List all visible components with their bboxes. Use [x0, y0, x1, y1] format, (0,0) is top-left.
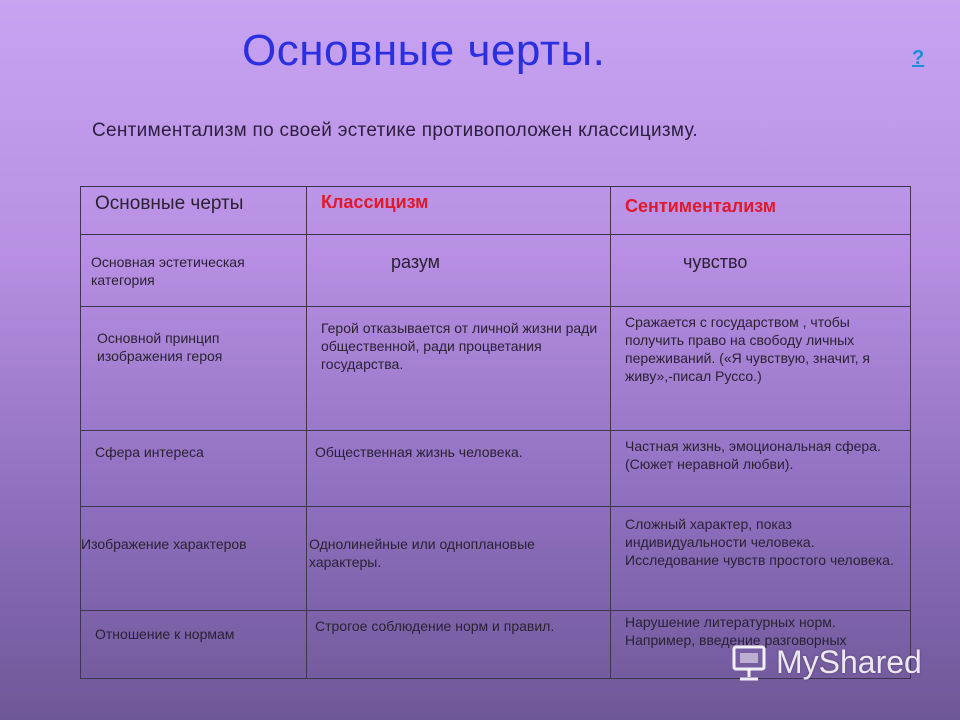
feature-label: Изображение характеров — [81, 536, 247, 552]
feature-label: Отношение к нормам — [95, 626, 235, 642]
sentimentalism-value: Сложный характер, показ индивидуальности человека. Исследование чувств простого человека. — [625, 516, 894, 568]
header-label: Основные черты — [95, 193, 244, 214]
help-link[interactable]: ? — [912, 47, 925, 69]
table-row — [81, 431, 911, 507]
header-label: Классицизм — [321, 192, 429, 212]
table-header-row — [81, 187, 911, 235]
classicism-value: Однолинейные или одноплановые характеры. — [309, 536, 535, 570]
header-label: Сентиментализм — [625, 196, 777, 216]
feature-cell — [81, 431, 307, 507]
sentimentalism-value: чувство — [683, 252, 748, 272]
classicism-value: Герой отказывается от личной жизни ради общественной, ради процветания государства. — [321, 320, 598, 372]
classicism-value: разум — [391, 252, 441, 272]
slide-subtitle: Сентиментализм по своей эстетике противоположен классицизму. — [92, 120, 698, 141]
sentimentalism-cell — [611, 431, 911, 507]
classicism-cell — [307, 611, 611, 679]
classicism-value: Общественная жизнь человека. — [315, 444, 523, 460]
sentimentalism-value: Нарушение литературных норм. Например, введение разговорных — [625, 614, 847, 648]
header-cell-sentimentalism — [611, 187, 911, 235]
sentimentalism-cell — [611, 307, 911, 431]
classicism-cell — [307, 507, 611, 611]
feature-cell — [81, 307, 307, 431]
watermark-text: MyShared — [776, 644, 922, 680]
sentimentalism-cell — [611, 507, 911, 611]
classicism-cell — [307, 307, 611, 431]
feature-label: Основная эстетическая категория — [91, 254, 245, 288]
feature-cell — [81, 507, 307, 611]
table-row — [81, 307, 911, 431]
classicism-value: Строгое соблюдение норм и правил. — [315, 618, 555, 634]
classicism-cell — [307, 235, 611, 307]
comparison-table — [80, 186, 911, 679]
feature-cell — [81, 611, 307, 679]
header-cell-features — [81, 187, 307, 235]
sentimentalism-value: Частная жизнь, эмоциональная сфера. (Сюжет неравной любви). — [625, 438, 881, 472]
feature-label: Сфера интереса — [95, 444, 204, 460]
watermark — [730, 644, 922, 681]
feature-cell — [81, 235, 307, 307]
myshared-logo-icon — [730, 645, 770, 681]
header-cell-classicism — [307, 187, 611, 235]
classicism-cell — [307, 431, 611, 507]
table-row — [81, 507, 911, 611]
table-row — [81, 235, 911, 307]
slide-title: Основные черты. — [242, 26, 606, 75]
sentimentalism-value: Сражается с государством , чтобы получить право на свободу личных переживаний. («Я чувствую, значит, я живу»,-писал Руссо.) — [625, 314, 870, 384]
sentimentalism-cell — [611, 235, 911, 307]
feature-label: Основной принцип изображения героя — [97, 330, 223, 364]
